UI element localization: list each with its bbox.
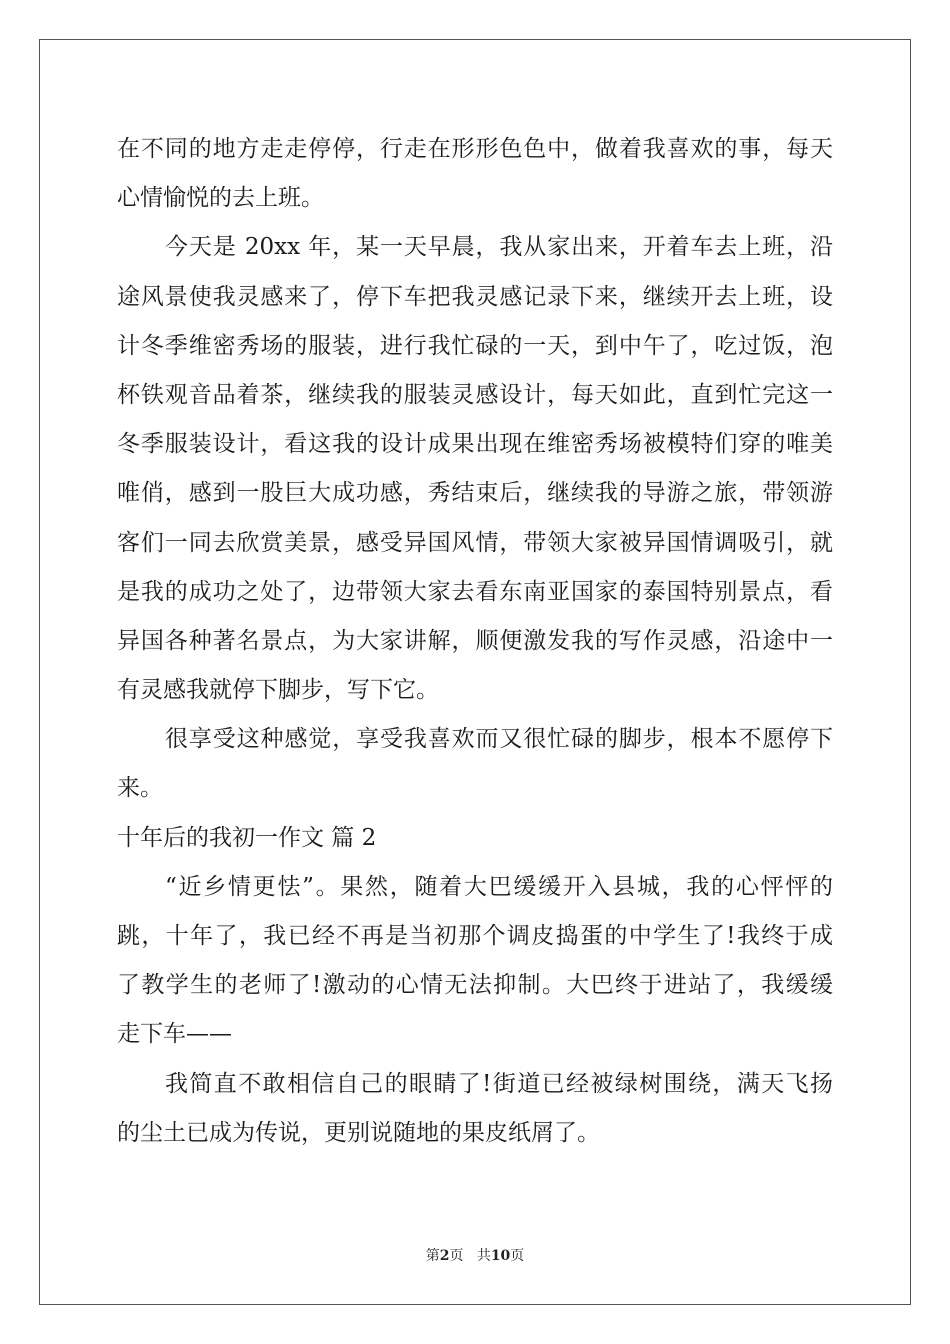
heading-text: 十年后的我初一作文 篇 2 — [117, 824, 377, 851]
text-line: 有灵感我就停下脚步，写下它。 — [117, 677, 439, 704]
total-pages: 10 — [490, 1248, 511, 1264]
page-suffix: 页 — [449, 1248, 464, 1264]
paragraph — [117, 715, 833, 813]
text-line: 冬季服装设计，看这我的设计成果出现在维密秀场被模特们穿的唯美 — [117, 431, 833, 458]
total-prefix: 共 — [476, 1248, 491, 1264]
text-line: 杯铁观音品着茶，继续我的服装灵感设计，每天如此，直到忙完这一 — [117, 381, 833, 408]
paragraph — [117, 863, 833, 1060]
text-line: 异国各种著名景点，为大家讲解，顺便激发我的写作灵感，沿途中一 — [117, 627, 833, 654]
text-line: 来。 — [117, 775, 163, 802]
text-line: 是我的成功之处了，边带领大家去看东南亚国家的泰国特别景点，看 — [117, 578, 833, 605]
paragraph — [117, 125, 833, 223]
text-line: 很享受这种感觉，享受我喜欢而又很忙碌的脚步，根本不愿停下 — [165, 726, 833, 753]
text-line: “近乡情更怯”。果然，随着大巴缓缓开入县城，我的心怦怦的 — [165, 873, 833, 900]
text-line: 心情愉悦的去上班。 — [117, 185, 324, 212]
text-line: 唯俏，感到一股巨大成功感，秀结束后，继续我的导游之旅，带领游 — [117, 480, 833, 507]
text-line: 在不同的地方走走停停，行走在形形色色中，做着我喜欢的事，每天 — [117, 136, 833, 162]
paragraph — [117, 223, 833, 715]
total-suffix: 页 — [510, 1248, 525, 1264]
page-footer — [0, 1245, 950, 1265]
text-line: 跳，十年了，我已经不再是当初那个调皮捣蛋的中学生了!我终于成 — [117, 923, 833, 949]
text-line: 计冬季维密秀场的服装，进行我忙碌的一天，到中午了，吃过饭，泡 — [117, 332, 833, 359]
page-number: 2 — [439, 1248, 450, 1264]
text-line: 走下车—— — [117, 1021, 232, 1048]
page-prefix: 第 — [425, 1248, 440, 1264]
text-line: 我简直不敢相信自己的眼睛了!街道已经被绿树围绕，满天飞扬 — [165, 1070, 833, 1097]
text-line: 途风景使我灵感来了，停下车把我灵感记录下来，继续开去上班，设 — [117, 283, 833, 310]
text-line: 客们一同去欣赏美景，感受异国风情，带领大家被异国情调吸引，就 — [117, 529, 833, 556]
text-line: 了教学生的老师了!激动的心情无法抑制。大巴终于进站了，我缓缓 — [117, 972, 833, 999]
section-heading — [117, 814, 833, 863]
document-body — [117, 125, 833, 1158]
paragraph — [117, 1060, 833, 1158]
text-line: 今天是 20xx 年，某一天早晨，我从家出来，开着车去上班，沿 — [165, 234, 833, 261]
text-line: 的尘土已成为传说，更别说随地的果皮纸屑了。 — [117, 1119, 600, 1146]
